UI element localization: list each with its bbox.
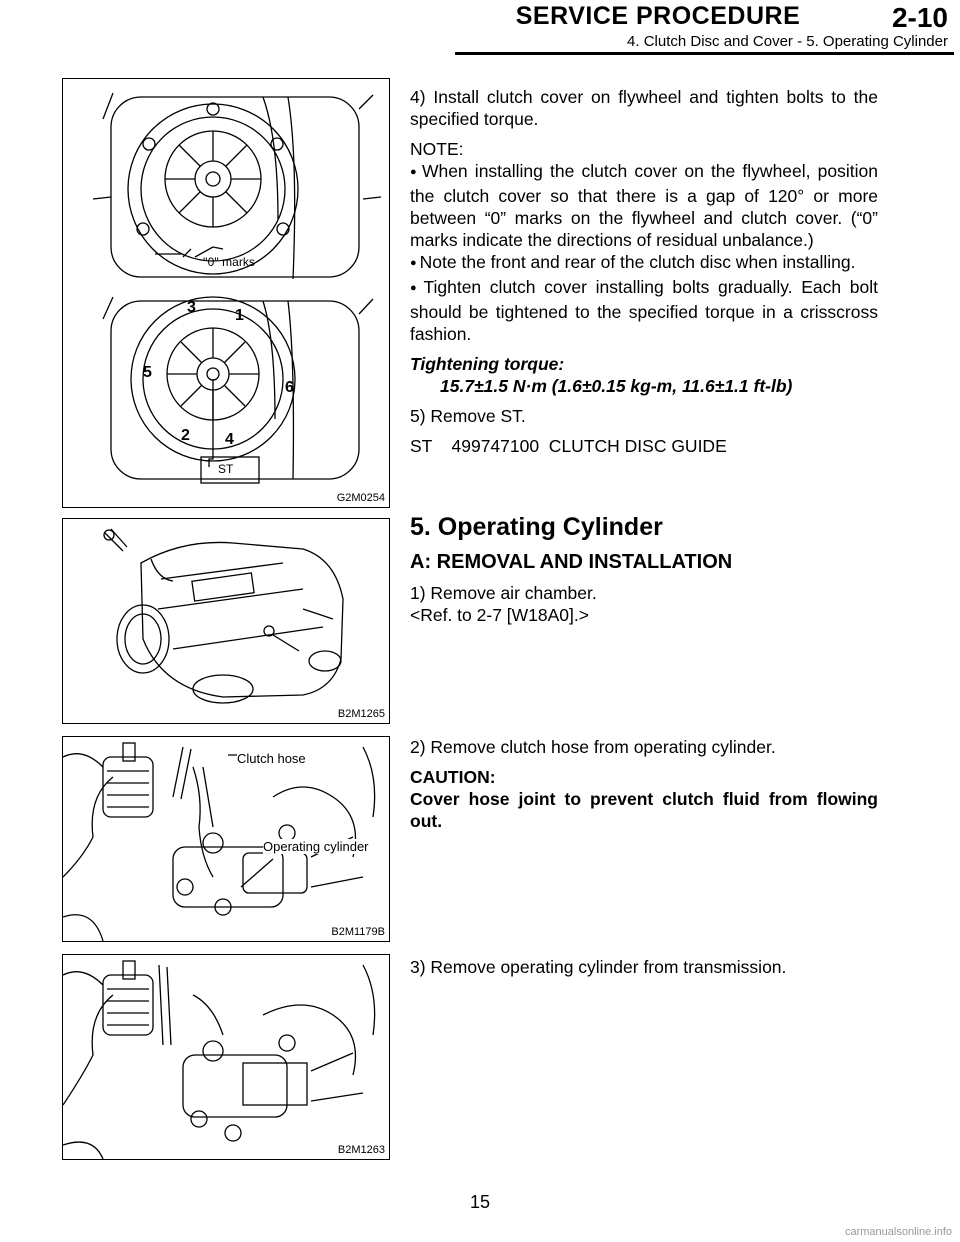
- figure-id: B2M1263: [337, 1144, 385, 1156]
- bolt-number: 1: [235, 307, 244, 324]
- caution-label: CAUTION:: [410, 767, 496, 787]
- note-item: ● Tighten clutch cover installing bolts gradually. Each bolt should be tightened to the specified torque in a crisscross fashion.: [410, 276, 878, 345]
- sub-heading: A: REMOVAL AND INSTALLATION: [410, 551, 733, 573]
- torque-label: Tightening torque:: [410, 354, 565, 374]
- text-block-operating-cylinder: [410, 512, 878, 634]
- text-block-clutch-cover: [410, 86, 878, 465]
- bolt-number: 2: [181, 427, 190, 444]
- step-2: 2) Remove clutch hose from operating cylinder.: [410, 737, 776, 757]
- figure-id: B2M1179B: [331, 926, 385, 938]
- figure-label-clutch-hose: Clutch hose: [237, 751, 306, 766]
- watermark: carmanualsonline.info: [844, 1226, 952, 1238]
- torque-value: 15.7±1.5 N·m (1.6±0.15 kg-m, 11.6±1.1 ft-lb): [440, 376, 793, 396]
- step-4: 4) Install clutch cover on flywheel and tighten bolts to the specified torque.: [410, 87, 878, 129]
- figure-clutch-hose: [62, 736, 390, 942]
- figure-label-operating-cylinder: Operating cylinder: [263, 839, 369, 854]
- section-title: SERVICE PROCEDURE: [515, 2, 801, 30]
- air-chamber-illustration: [63, 519, 389, 723]
- section-heading: 5. Operating Cylinder: [410, 513, 663, 541]
- step-3: 3) Remove operating cylinder from transmission.: [410, 957, 787, 977]
- bolt-number: 6: [285, 379, 294, 396]
- figure-clutch-cover: [62, 78, 390, 508]
- page-number: 15: [469, 1192, 491, 1212]
- reference-link[interactable]: <Ref. to 2-7 [W18A0].>: [410, 605, 589, 625]
- bolt-number: 3: [187, 299, 196, 316]
- special-tool-line: ST 499747100 CLUTCH DISC GUIDE: [410, 436, 727, 456]
- note-item: ● When installing the clutch cover on the flywheel, position the clutch cover so that there is a gap of 120° or more between “0” marks on the flywheel and clutch cover. (“0” marks indicate the directions of residual unbalance.): [410, 160, 878, 251]
- section-subtitle: 4. Clutch Disc and Cover - 5. Operating Cylinder: [627, 33, 948, 50]
- figure-air-chamber: [62, 518, 390, 724]
- bolt-number: 4: [225, 431, 234, 448]
- figure-id: G2M0254: [336, 492, 385, 504]
- step-1: 1) Remove air chamber.: [410, 583, 597, 603]
- figure-id: B2M1265: [337, 708, 385, 720]
- operating-cylinder-illustration: [63, 955, 389, 1159]
- text-block-clutch-hose: [410, 736, 878, 840]
- figure-label-st: ST: [218, 462, 234, 476]
- figure-operating-cylinder: [62, 954, 390, 1160]
- header-rule: [455, 52, 954, 55]
- note-item: ● Note the front and rear of the clutch disc when installing.: [410, 251, 878, 276]
- bolt-number: 5: [143, 364, 152, 381]
- text-block-remove-cylinder: [410, 956, 878, 986]
- step-5: 5) Remove ST.: [410, 406, 526, 426]
- section-number: 2-10: [891, 2, 948, 33]
- caution-text: Cover hose joint to prevent clutch fluid from flowing out.: [410, 789, 878, 831]
- note-label: NOTE:: [410, 139, 464, 159]
- figure-label-0-marks: ''0'' marks: [203, 255, 255, 269]
